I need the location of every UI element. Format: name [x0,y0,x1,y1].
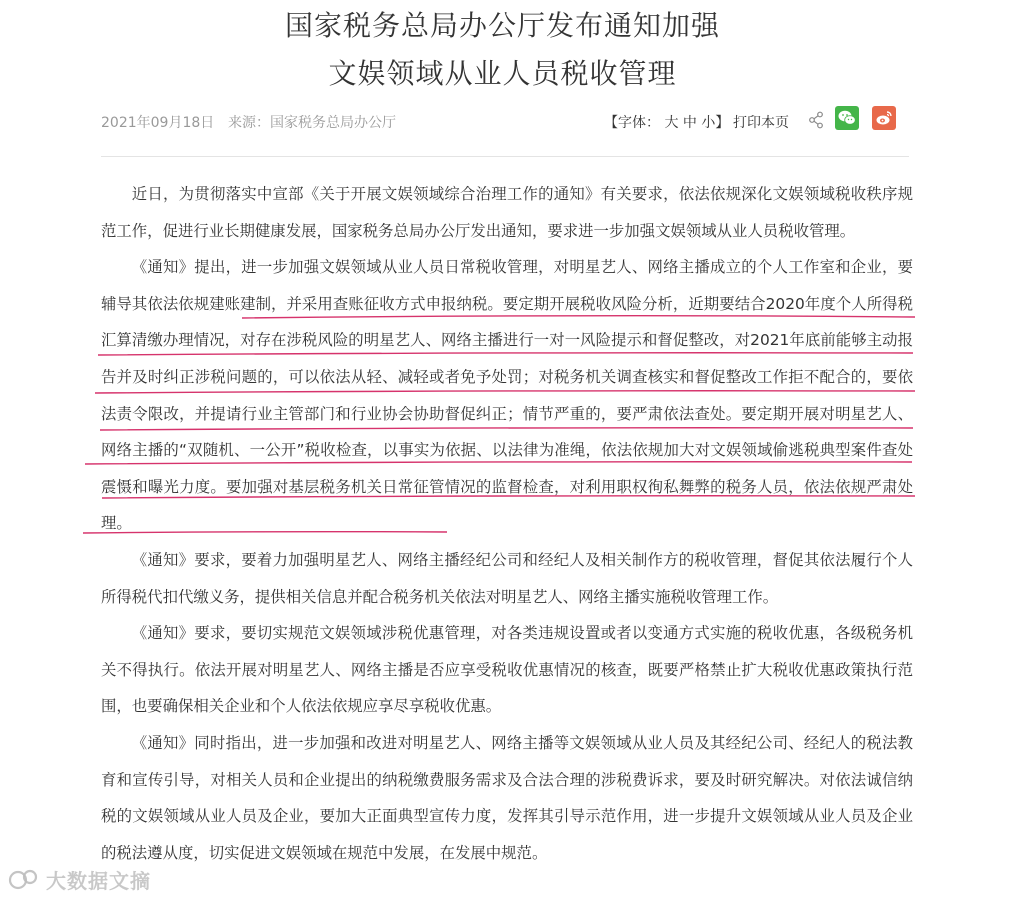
wechat-icon[interactable] [835,106,859,130]
font-medium-button[interactable]: 中 [682,115,697,131]
article-title-line-1: 国家税务总局办公厅发布通知加强 [284,9,720,42]
paragraph-4: 《通知》要求，要切实规范文娱领域涉税优惠管理，对各类违规设置或者以变通方式实施的税收优惠，各级税务机关不得执行。依法开展对明星艺人、网络主播是否应享受税收优惠情况的核查，既要严格禁止扩大税收优惠政策执行范围，也要确保相关企业和个人依法依规应享尽享税收优惠。 [101,624,913,716]
font-size-control [604,112,729,132]
watermark-text: 大数据文摘 [46,869,151,893]
publish-date: 2021年09月18日 [101,115,215,131]
source-name: 国家税务总局办公厅 [270,115,396,131]
source-label: 来源： [228,115,270,131]
weibo-icon[interactable] [872,106,896,130]
paragraph-1: 近日，为贯彻落实中宣部《关于开展文娱领域综合治理工作的通知》有关要求，依法依规深化文娱领域税收秩序规范工作，促进行业长期健康发展，国家税务总局办公厅发出通知，要求进一步加强文娱领域从业人员税收管理。 [101,185,913,240]
font-small-button[interactable]: 小】 [701,115,730,131]
paragraph-2: 《通知》提出，进一步加强文娱领域从业人员日常税收管理，对明星艺人、网络主播成立的个人工作室和企业，要辅导其依法依规建账建制，并采用查账征收方式申报纳税。要定期开展税收风险分析，近期要结合2020年度个人所得税汇算清缴办理情况，对存在涉税风险的明星艺人、网络主播进行一对一风险提示和督促整改，对2021年底前能够主动报告并及时纠正涉税问题的，可以依法从轻、减轻或者免予处罚；对税务机关调查核实和督促整改工作拒不配合的，要依法责令限改，并提请行业主管部门和行业协会协助督促纠正；情节严重的，要严肃依法查处。要定期开展对明星艺人、网络主播的“双随机、一公开”税收检查，以事实为依据、以法律为准绳，依法依规加大对文娱领域偷逃税典型案件查处震慑和曝光力度。要加强对基层税务机关日常征管情况的监督检查，对利用职权徇私舞弊的税务人员，依法依规严肃处理。 [101,258,913,533]
article-meta-bar [101,104,909,138]
share-icon[interactable] [808,111,824,129]
article-title-line-2: 文娱领域从业人员税收管理 [328,57,677,90]
watermark-logo [8,866,42,892]
paragraph-3: 《通知》要求，要着力加强明星艺人、网络主播经纪公司和经纪人及相关制作方的税收管理，督促其依法履行个人所得税代扣代缴义务，提供相关信息并配合税务机关依法对明星艺人、网络主播实施税收管理工作。 [101,550,913,606]
meta-divider [101,156,909,157]
font-size-label: 【字体： [604,115,660,131]
article-body [101,176,913,871]
font-large-button[interactable]: 大 [664,115,679,131]
paragraph-5: 《通知》同时指出，进一步加强和改进对明星艺人、网络主播等文娱领域从业人员及其经纪公司、经纪人的税法教育和宣传引导，对相关人员和企业提出的纳税缴费服务需求及合法合理的涉税费诉求，要及时研究解决。对依法诚信纳税的文娱领域从业人员及企业，要加大正面典型宣传力度，发挥其引导示范作用，进一步提升文娱领域从业人员及企业的税法遵从度，切实促进文娱领域在规范中发展，在发展中规范。 [101,733,913,862]
print-button[interactable]: 打印本页 [733,115,789,131]
